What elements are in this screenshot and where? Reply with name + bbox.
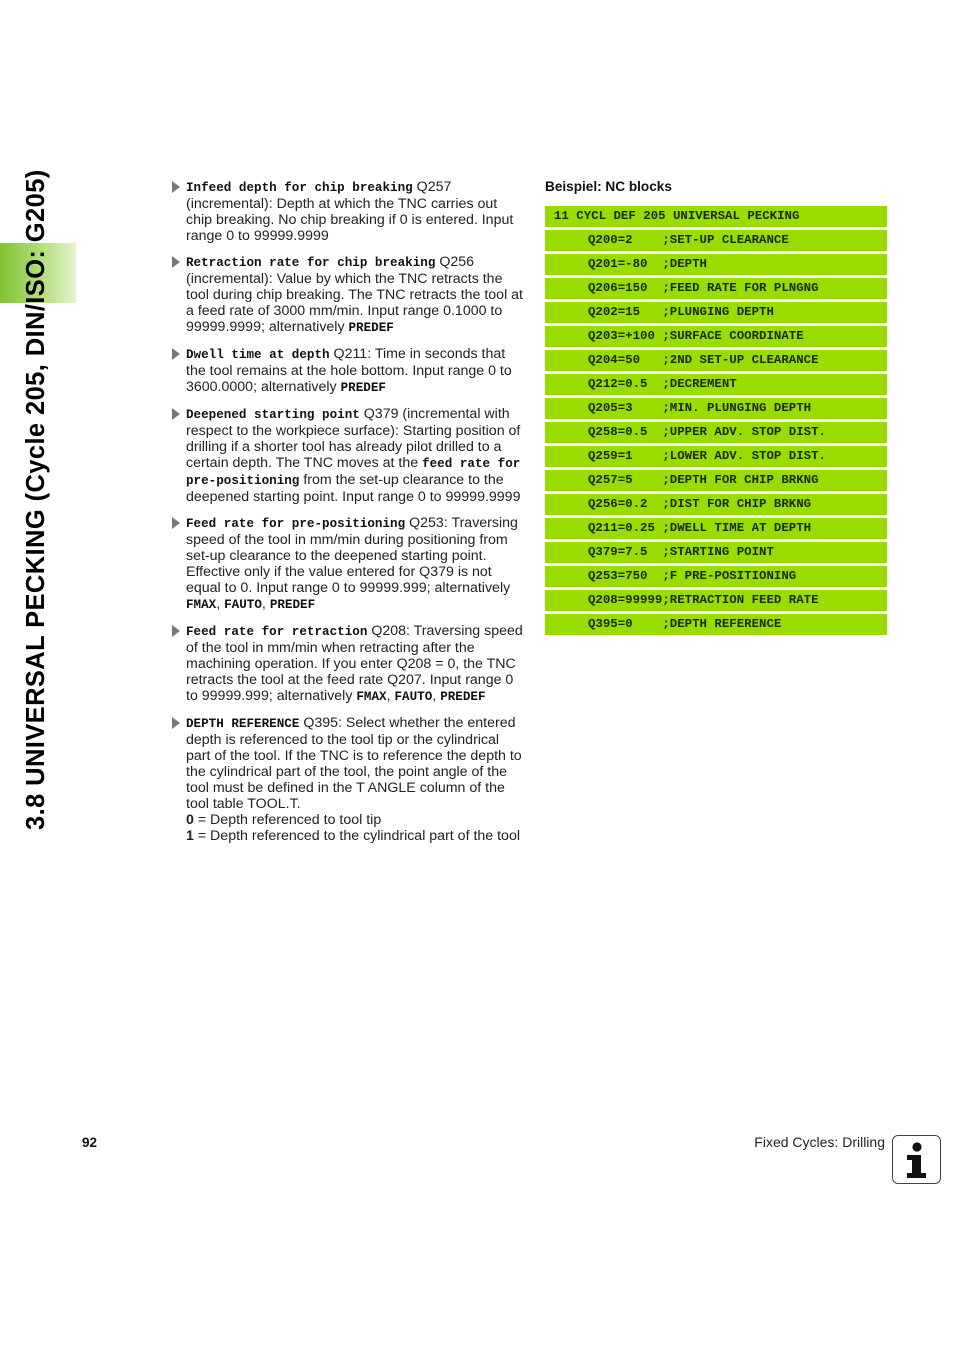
nc-block-line: Q200=2 ;SET-UP CLEARANCE xyxy=(545,230,887,251)
parameter-text: Q208: Traversing speed of the tool in mm/min when retracting after the machining operation. If you enter Q208 = 0, the TNC retracts the tool at the feed rate Q207. Input range 0 to 99999.999; alternatively xyxy=(186,623,523,704)
parameter-item xyxy=(172,623,527,705)
parameter-text: = Depth referenced to the cylindrical part of the tool xyxy=(193,828,520,844)
nc-block-line: Q206=150 ;FEED RATE FOR PLNGNG xyxy=(545,278,887,299)
parameter-name: Feed rate for retraction xyxy=(186,625,368,639)
nc-block-line: Q257=5 ;DEPTH FOR CHIP BRKNG xyxy=(545,470,887,491)
parameter-text: , xyxy=(216,596,225,612)
nc-block-line: Q259=1 ;LOWER ADV. STOP DIST. xyxy=(545,446,887,467)
parameter-item xyxy=(172,715,527,844)
parameter-name: PREDEF xyxy=(440,690,486,704)
parameter-name: Retraction rate for chip breaking xyxy=(186,256,436,270)
parameter-text: , xyxy=(261,596,270,612)
parameter-text: , xyxy=(432,688,441,704)
parameter-text: Q379 (incremental with respect to the workpiece surface): Starting position of drilling if a shorter tool has already pilot drilled to a certain depth. The TNC moves at the xyxy=(186,406,521,471)
nc-block-line: 11 CYCL DEF 205 UNIVERSAL PECKING xyxy=(545,206,887,227)
triangle-right-icon xyxy=(172,348,180,360)
parameter-name: DEPTH REFERENCE xyxy=(186,717,300,731)
triangle-right-icon xyxy=(172,717,180,729)
parameter-name: FAUTO xyxy=(394,690,433,704)
parameter-text: Q253: Traversing speed of the tool in mm/min during positioning from set-up clearance to the deepened starting point. Effective only if the value entered for Q379 is not equal to 0. Input range 0 to 99999.999; alternatively xyxy=(186,515,518,596)
nc-block-line: Q202=15 ;PLUNGING DEPTH xyxy=(545,302,887,323)
footer-title: Fixed Cycles: Drilling xyxy=(754,1134,885,1150)
parameter-item xyxy=(172,406,527,505)
nc-block-line: Q211=0.25 ;DWELL TIME AT DEPTH xyxy=(545,518,887,539)
parameter-name: FMAX xyxy=(356,690,387,704)
parameter-text: , xyxy=(386,688,395,704)
triangle-right-icon xyxy=(172,517,180,529)
nc-block-line: Q256=0.2 ;DIST FOR CHIP BRKNG xyxy=(545,494,887,515)
nc-block-line: Q258=0.5 ;UPPER ADV. STOP DIST. xyxy=(545,422,887,443)
parameter-text: Q395: Select whether the entered depth is referenced to the tool tip or the cylindrical part of the tool. If the TNC is to reference the depth to the cylindrical part of the tool, the point angle of the tool must be defined in the T ANGLE column of the tool table TOOL.T. xyxy=(186,715,522,812)
parameter-item xyxy=(172,515,527,613)
parameter-text: Q256 (incremental): Value by which the TNC retracts the tool during chip breaking. The TNC retracts the tool at a feed rate of 3000 mm/min. Input range 0.1000 to 99999.9999; alternatively xyxy=(186,254,524,335)
nc-block-line: Q212=0.5 ;DECREMENT xyxy=(545,374,887,395)
parameter-list xyxy=(172,179,527,854)
option-value: 0 xyxy=(186,812,194,828)
triangle-right-icon xyxy=(172,256,180,268)
parameter-text: = Depth referenced to tool tip xyxy=(193,812,382,828)
parameter-name: PREDEF xyxy=(340,381,386,395)
parameter-text: Q257 (incremental): Depth at which the TNC carries out chip breaking. No chip breaking if 0 is entered. Input range 0 to 99999.9999 xyxy=(186,179,514,244)
parameter-name: PREDEF xyxy=(269,598,316,612)
parameter-name: Feed rate for pre-positioning xyxy=(186,517,406,531)
triangle-right-icon xyxy=(172,625,180,637)
triangle-right-icon xyxy=(172,408,180,420)
parameter-text: Q211: Time in seconds that the tool remains at the hole bottom. Input range 0 to 3600.0000; alternatively xyxy=(186,346,512,395)
option-value: 1 xyxy=(186,828,194,844)
nc-block-line: Q379=7.5 ;STARTING POINT xyxy=(545,542,887,563)
info-icon xyxy=(892,1135,941,1184)
example-heading: Beispiel: NC blocks xyxy=(545,179,672,194)
parameter-name: FMAX xyxy=(186,598,217,612)
parameter-name: Deepened starting point xyxy=(186,408,360,422)
parameter-item xyxy=(172,179,527,244)
nc-block-line: Q253=750 ;F PRE-POSITIONING xyxy=(545,566,887,587)
nc-block-line: Q201=-80 ;DEPTH xyxy=(545,254,887,275)
nc-blocks xyxy=(545,206,887,638)
parameter-name: feed rate for pre-positioning xyxy=(186,457,521,488)
parameter-name: Dwell time at depth xyxy=(186,348,330,362)
parameter-item xyxy=(172,346,527,396)
nc-block-line: Q395=0 ;DEPTH REFERENCE xyxy=(545,614,887,635)
triangle-right-icon xyxy=(172,181,180,193)
nc-block-line: Q204=50 ;2ND SET-UP CLEARANCE xyxy=(545,350,887,371)
parameter-item xyxy=(172,254,527,336)
parameter-name: PREDEF xyxy=(348,321,394,335)
nc-block-line: Q208=99999;RETRACTION FEED RATE xyxy=(545,590,887,611)
page-number: 92 xyxy=(82,1135,98,1150)
section-title: 3.8 UNIVERSAL PECKING (Cycle 205, DIN/ISO: G205) xyxy=(22,169,50,830)
nc-block-line: Q205=3 ;MIN. PLUNGING DEPTH xyxy=(545,398,887,419)
parameter-text: from the set-up clearance to the deepened starting point. Input range 0 to 99999.9999 xyxy=(186,472,521,505)
nc-block-line: Q203=+100 ;SURFACE COORDINATE xyxy=(545,326,887,347)
parameter-name: Infeed depth for chip breaking xyxy=(186,181,413,195)
parameter-name: FAUTO xyxy=(224,598,262,612)
